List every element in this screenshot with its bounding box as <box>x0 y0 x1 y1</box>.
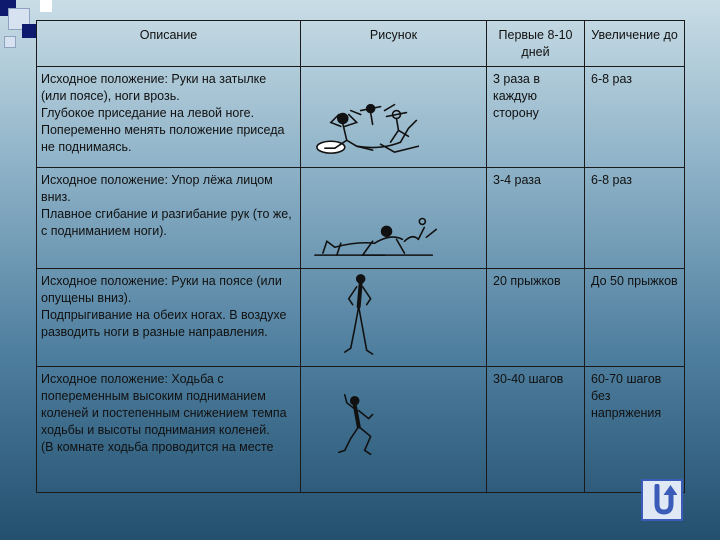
march-figure-icon <box>301 367 486 492</box>
description-line: Плавное сгибание и разгибание рук (то же, с подниманием ноги). <box>41 207 292 238</box>
corner-square <box>4 36 16 48</box>
squat-figure-icon <box>301 67 486 167</box>
figure-cell <box>301 269 487 367</box>
description-line: Подпрыгивание на обеих ногах. В воздухе разводить ноги в разные направления. <box>41 308 287 339</box>
header-first-days: Первые 8-10 дней <box>487 21 585 67</box>
first-days-cell: 3-4 раза <box>487 168 585 269</box>
jump-figure-icon <box>301 269 486 366</box>
first-days-cell: 30-40 шагов <box>487 367 585 493</box>
description-cell <box>37 168 301 269</box>
figure-cell <box>301 168 487 269</box>
table-row <box>37 269 685 367</box>
table-row <box>37 67 685 168</box>
increase-cell: 6-8 раз <box>585 67 685 168</box>
description-line: Исходное положение: Руки на поясе (или опущены вниз). <box>41 274 282 305</box>
first-days-cell: 3 раза в каждую сторону <box>487 67 585 168</box>
description-line: Попеременно менять положение приседа не поднимаясь. <box>41 123 285 154</box>
table-row <box>37 367 685 493</box>
description-line: Исходное положение: Ходьба с попеременным высоким подниманием коленей и постепенным снижением темпа ходьбы и высоты поднимания коленей. <box>41 372 287 437</box>
return-arrow-icon <box>647 484 677 516</box>
description-cell <box>37 367 301 493</box>
header-increase: Увеличение до <box>585 21 685 67</box>
description-cell <box>37 67 301 168</box>
corner-square <box>40 0 52 12</box>
exercise-table <box>36 20 685 493</box>
description-line: Исходное положение: Руки на затылке (или поясе), ноги врозь. <box>41 72 267 103</box>
increase-cell: 6-8 раз <box>585 168 685 269</box>
pushup-figure-icon <box>301 168 486 268</box>
table-header-row <box>37 21 685 67</box>
table-row <box>37 168 685 269</box>
figure-cell <box>301 67 487 168</box>
description-line: Глубокое приседание на левой ноге. <box>41 106 255 120</box>
back-button[interactable] <box>641 479 683 521</box>
figure-cell <box>301 367 487 493</box>
header-description: Описание <box>37 21 301 67</box>
first-days-cell: 20 прыжков <box>487 269 585 367</box>
description-cell <box>37 269 301 367</box>
increase-cell: 60-70 шагов без напряжения <box>585 367 685 493</box>
corner-square <box>22 24 36 38</box>
description-line: (В комнате ходьба проводится на месте <box>41 440 274 454</box>
increase-cell: До 50 прыжков <box>585 269 685 367</box>
header-figure: Рисунок <box>301 21 487 67</box>
description-line: Исходное положение: Упор лёжа лицом вниз. <box>41 173 273 204</box>
